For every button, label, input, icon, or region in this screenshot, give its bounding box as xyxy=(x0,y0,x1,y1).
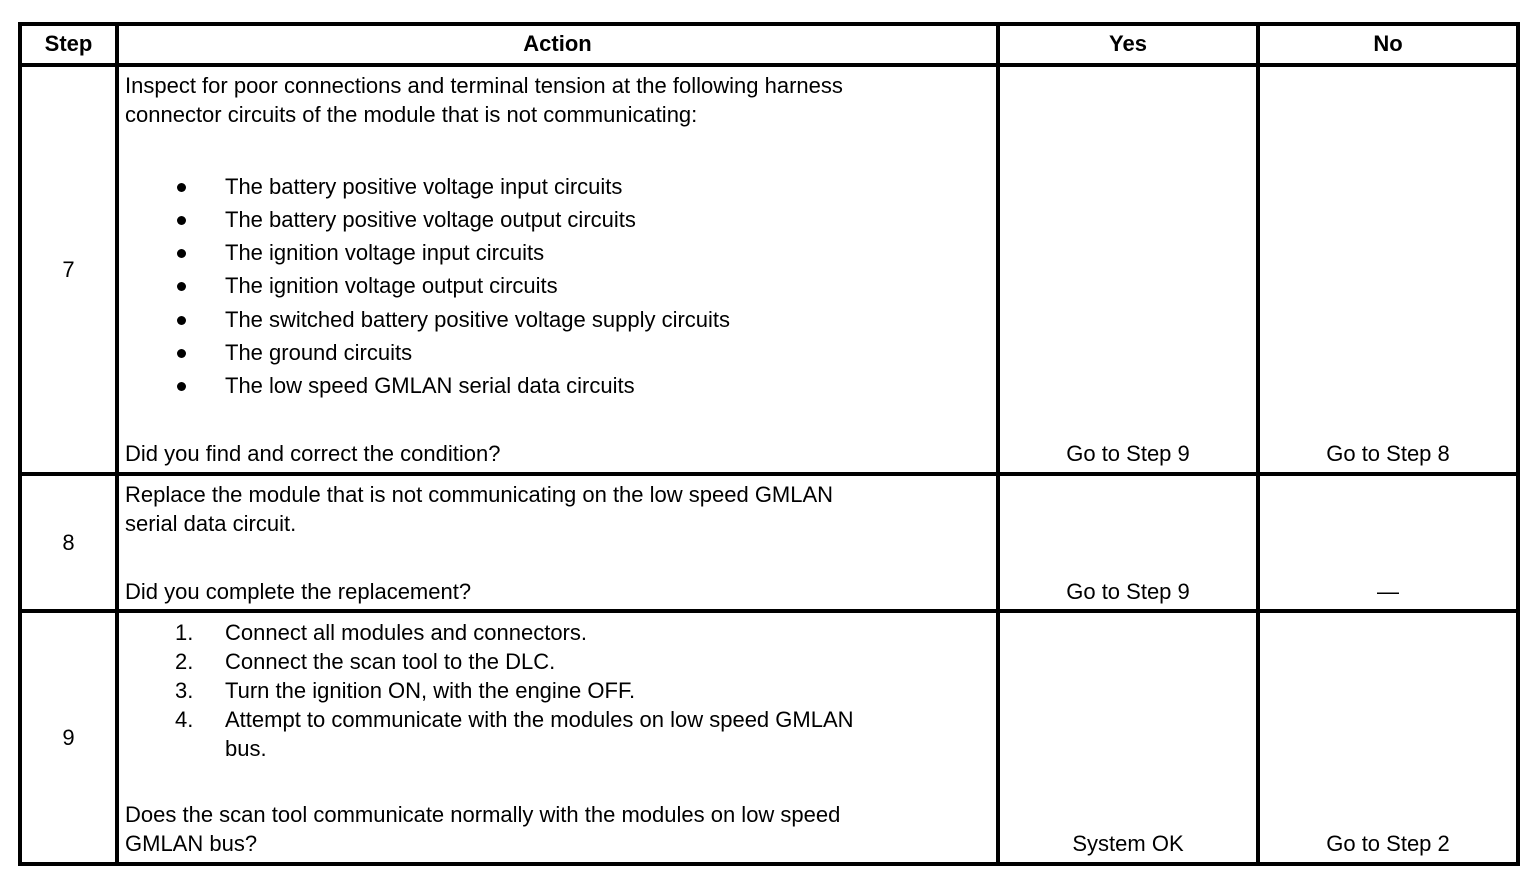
action-text: Inspect for poor connections and terminal tension at the following harness xyxy=(125,73,843,98)
list-item: The ignition voltage input circuits xyxy=(225,240,545,265)
list-number: 2. xyxy=(175,649,194,674)
header-action: Action xyxy=(523,31,592,56)
action-text: Replace the module that is not communicating on the low speed GMLAN xyxy=(125,482,834,507)
question-text: GMLAN bus? xyxy=(125,831,258,856)
table-border-bottom xyxy=(18,862,1520,866)
bullet-icon xyxy=(177,349,186,358)
list-number: 1. xyxy=(175,620,194,645)
no-result: Go to Step 8 xyxy=(1326,441,1450,466)
diagnostic-table xyxy=(18,22,1520,866)
header-yes: Yes xyxy=(1109,31,1147,56)
list-item: The ignition voltage output circuits xyxy=(225,273,558,298)
header-divider xyxy=(18,63,1520,67)
list-item: Turn the ignition ON, with the engine OFF. xyxy=(225,678,636,703)
row-divider-8-9 xyxy=(18,609,1520,613)
bullet-icon xyxy=(177,183,186,192)
list-number: 3. xyxy=(175,678,194,703)
list-item: The low speed GMLAN serial data circuits xyxy=(225,373,635,398)
table-border-top xyxy=(18,22,1520,26)
step-number: 8 xyxy=(62,530,75,555)
bullet-icon xyxy=(177,382,186,391)
list-item-continuation: bus. xyxy=(225,736,267,761)
bullet-icon xyxy=(177,316,186,325)
list-item: The battery positive voltage input circuits xyxy=(225,174,623,199)
action-text: connector circuits of the module that is not communicating: xyxy=(125,102,698,127)
step-number: 7 xyxy=(62,257,75,282)
no-result: — xyxy=(1377,579,1399,604)
bullet-icon xyxy=(177,282,186,291)
list-item: The battery positive voltage output circuits xyxy=(225,207,636,232)
header-no: No xyxy=(1373,31,1403,56)
col-divider-step xyxy=(115,22,119,866)
action-text: serial data circuit. xyxy=(125,511,297,536)
list-item: Connect all modules and connectors. xyxy=(225,620,587,645)
table-border-right xyxy=(1516,22,1520,866)
row-divider-7-8 xyxy=(18,472,1520,476)
yes-result: Go to Step 9 xyxy=(1066,441,1190,466)
yes-result: System OK xyxy=(1072,831,1184,856)
header-step: Step xyxy=(44,31,93,56)
bullet-icon xyxy=(177,249,186,258)
bullet-icon xyxy=(177,216,186,225)
list-item: The ground circuits xyxy=(225,340,413,365)
question-text: Does the scan tool communicate normally with the modules on low speed xyxy=(125,802,841,827)
list-item: Connect the scan tool to the DLC. xyxy=(225,649,556,674)
list-number: 4. xyxy=(175,707,194,732)
question-text: Did you complete the replacement? xyxy=(125,579,472,604)
no-result: Go to Step 2 xyxy=(1326,831,1450,856)
question-text: Did you find and correct the condition? xyxy=(125,441,501,466)
step-number: 9 xyxy=(62,725,75,750)
list-item: The switched battery positive voltage supply circuits xyxy=(225,307,731,332)
list-item: Attempt to communicate with the modules on low speed GMLAN xyxy=(225,707,854,732)
yes-result: Go to Step 9 xyxy=(1066,579,1190,604)
